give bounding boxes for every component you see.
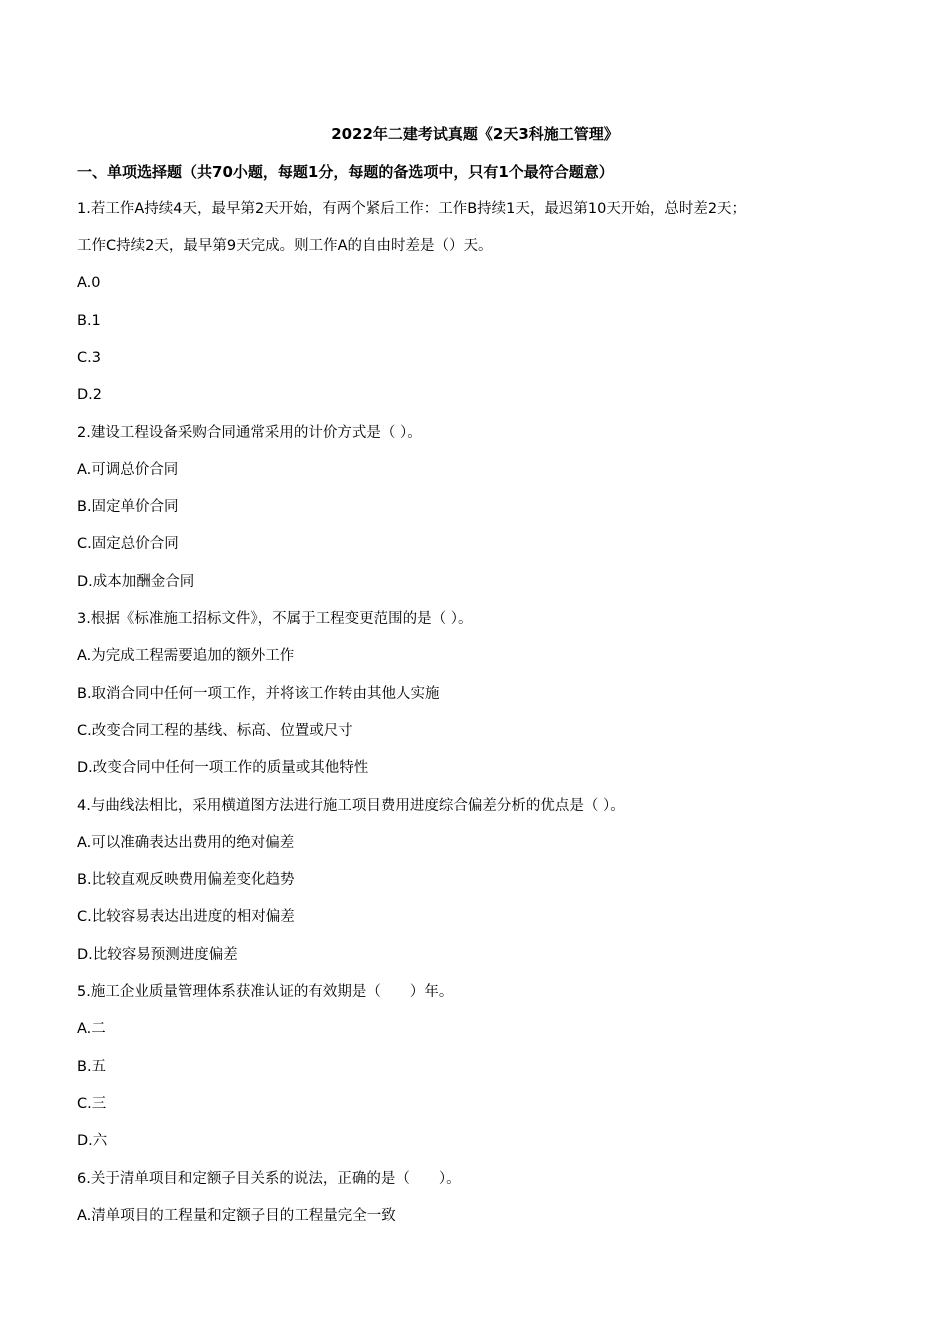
question-5-option-c: C.三 — [77, 1096, 107, 1112]
question-4-stem: 4.与曲线法相比，采用横道图方法进行施工项目费用进度综合偏差分析的优点是（ ）。 — [77, 798, 625, 814]
question-1-option-c: C.3 — [77, 350, 101, 366]
question-2-option-d: D.成本加酬金合同 — [77, 574, 195, 590]
question-1-option-b: B.1 — [77, 313, 101, 329]
question-5-option-b: B.五 — [77, 1059, 107, 1075]
question-4-option-b: B.比较直观反映费用偏差变化趋势 — [77, 872, 295, 888]
question-4-option-d: D.比较容易预测进度偏差 — [77, 947, 238, 963]
question-1-option-a: A.0 — [77, 275, 101, 291]
question-5-option-a: A.二 — [77, 1021, 106, 1037]
question-6-stem: 6.关于清单项目和定额子目关系的说法，正确的是（ ）。 — [77, 1171, 461, 1187]
question-4-option-a: A.可以准确表达出费用的绝对偏差 — [77, 835, 295, 851]
question-3-stem: 3.根据《标准施工招标文件》，不属于工程变更范围的是（ ）。 — [77, 611, 473, 627]
question-4-option-c: C.比较容易表达出进度的相对偏差 — [77, 909, 295, 925]
section-heading: 一、单项选择题（共70小题，每题1分，每题的备选项中，只有1个最符合题意） — [77, 163, 614, 181]
question-3-option-a: A.为完成工程需要追加的额外工作 — [77, 648, 295, 664]
document-title: 2022年二建考试真题《2天3科施工管理》 — [331, 125, 619, 143]
question-1-option-d: D.2 — [77, 387, 102, 403]
question-6-option-a: A.清单项目的工程量和定额子目的工程量完全一致 — [77, 1208, 396, 1224]
question-2-stem: 2.建设工程设备采购合同通常采用的计价方式是（ ）。 — [77, 425, 422, 441]
question-2-option-c: C.固定总价合同 — [77, 536, 179, 552]
question-3-option-b: B.取消合同中任何一项工作，并将该工作转由其他人实施 — [77, 686, 440, 702]
question-2-option-b: B.固定单价合同 — [77, 499, 179, 515]
question-3-option-d: D.改变合同中任何一项工作的质量或其他特性 — [77, 760, 369, 776]
question-5-stem: 5.施工企业质量管理体系获准认证的有效期是（ ）年。 — [77, 984, 454, 1000]
question-2-option-a: A.可调总价合同 — [77, 462, 179, 478]
question-1-stem-line-1: 1.若工作A持续4天，最早第2天开始，有两个紧后工作：工作B持续1天，最迟第10天开始，总时差2天； — [77, 201, 747, 217]
question-1-stem-line-2: 工作C持续2天，最早第9天完成。则工作A的自由时差是（）天。 — [77, 238, 493, 254]
question-5-option-d: D.六 — [77, 1133, 108, 1149]
question-3-option-c: C.改变合同工程的基线、标高、位置或尺寸 — [77, 723, 353, 739]
